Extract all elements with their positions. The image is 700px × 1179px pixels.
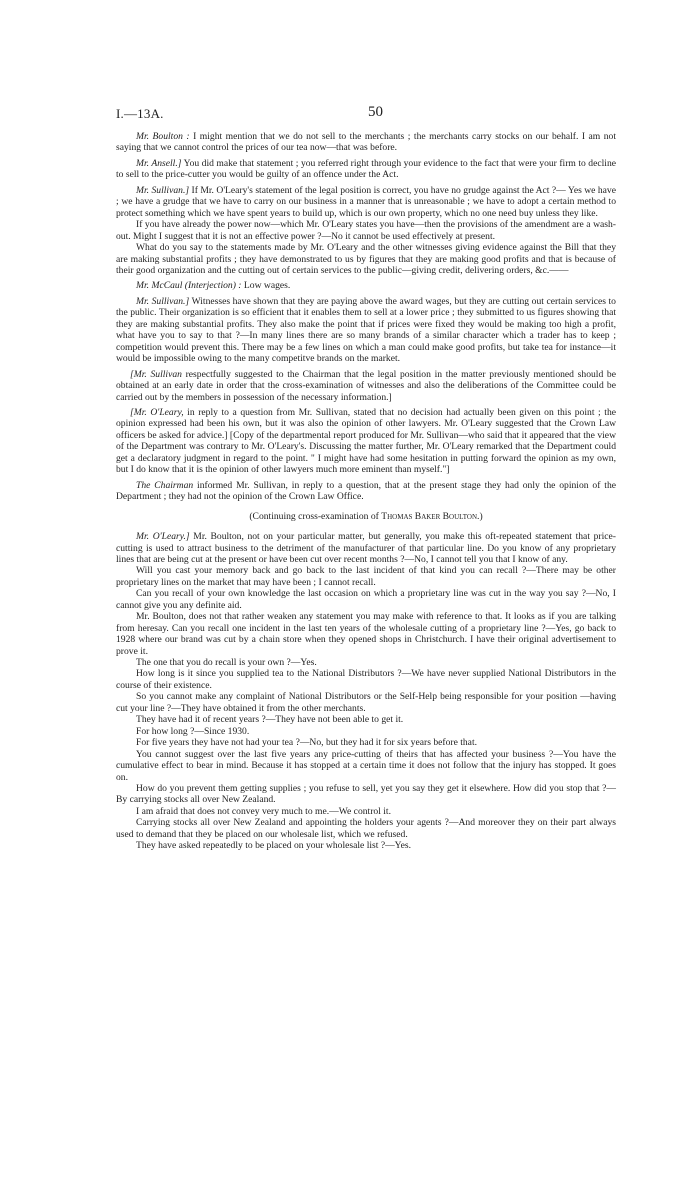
- qa-paragraph: [116, 714, 616, 725]
- paragraph-text: Low wages.: [243, 280, 291, 292]
- paragraph-text: Witnesses have shown that they are paying above the award wages, but they are cutting out certain services to the public. Their organization is so efficient that it enables them to sell at a lower price ; they submitted to us figures showing that they are making substantial profits. They also make the point that if prices were fixed they would be making too high a profit, what have you to say to that ?—In many lines there are so many brands of a similar character which a trader has to keep ; competition would prevent this. There may be a few lines on which a man could make good profits, but take tea for instance—it would be impossible owing to the many competitve brands on the market.: [116, 295, 616, 365]
- paragraph-text: The one that you do recall is your own ?—Yes.: [136, 657, 317, 669]
- section-heading: (Continuing cross-examination of Thomas Baker Boulton.): [249, 510, 483, 522]
- paragraph: [116, 219, 616, 242]
- qa-paragraph: [116, 817, 616, 840]
- page-number: 50: [368, 104, 383, 120]
- witness-name: Thomas Baker Boulton: [381, 510, 478, 522]
- qa-paragraph: [116, 531, 616, 565]
- qa-paragraph: [116, 657, 616, 668]
- paragraph: [116, 480, 616, 503]
- speaker-name: Mr. Ansell.]: [136, 157, 182, 169]
- paragraph-text: Mr. Boulton, does not that rather weaken any statement you may make with reference to that. It looks as if you are talking from heresay. Can you recall one incident in the last ten years of the wholesale cutting of a proprietary line ?—Yes, go back to 1928 where our brand was cut by a chain store when they opened shops in Christchurch. I have their original advertisement to prove it.: [116, 611, 616, 657]
- speaker-name: Mr. O'Leary.]: [136, 531, 190, 543]
- paragraph-text: They have had it of recent years ?—They have not been able to get it.: [136, 714, 404, 726]
- paragraph: [116, 296, 616, 365]
- paragraph-text: I am afraid that does not convey very much to me.—We control it.: [136, 805, 391, 817]
- paragraph-text: You cannot suggest over the last five years any price-cutting of theirs that has affected your business ?—You have the cumulative effect to bear in mind. Because it has stopped at a certain time it does not follow that the injury has stopped. It goes on.: [116, 748, 616, 783]
- qa-paragraph: [116, 668, 616, 691]
- paragraph-text: You did make that statement ; you referred right through your evidence to the fact that were your firm to decline to sell to the price-cutter you would be guilty of an offence under the Act.: [116, 157, 616, 181]
- paragraph: [116, 185, 616, 219]
- qa-paragraph: [116, 737, 616, 748]
- paragraph-text: Carrying stocks all over New Zealand and appointing the holders your agents ?—And moreover they on their part always used to demand that they be placed on our wholesale list, which we refused.: [116, 817, 616, 840]
- paragraph-text: If Mr. O'Leary's statement of the legal position is correct, you have no grudge against the Act ?— Yes we have ; we have a grudge that we have to carry on our business in a manner that is unreasonable ; we have to adopt a certain method to protect something which we have spent years to build up, which is our own property, which no one need buy unless they like.: [116, 184, 616, 219]
- paragraph-text: respectfully suggested to the Chairman that the legal position in the matter previously mentioned should be obtained at an early date in order that the cross-examination of witnesses and also the deliberations of the Committee could be carried out by the members in possession of the necessary information.]: [116, 368, 616, 403]
- paragraph-text: How do you prevent them getting supplies ; you refuse to sell, yet you say they get it elsewhere. How did you stop that ?—By carrying stocks all over New Zealand.: [116, 783, 616, 806]
- speaker-name: Mr. Sullivan.]: [136, 295, 190, 307]
- paragraph-text: informed Mr. Sullivan, in reply to a question, that at the present stage they had only the opinion of the Department ; they had not the opinion of the Crown Law Office.: [116, 479, 617, 503]
- paragraph-text: Mr. Boulton, not on your particular matter, but generally, you make this oft-repeated statement that price-cutting is used to attract business to the detriment of the manufacturer of that particular line. Do you know of any proprietary lines that are being cut at the present or have been cut over recent months ?—No, I cannot tell you that I know of any.: [116, 531, 616, 565]
- paragraph-text: If you have already the power now—which Mr. O'Leary states you have—then the provisions of the amendment are a wash-out. Might I suggest that it is not an effective power ?—No it cannot be used effectively at present.: [116, 219, 616, 242]
- qa-paragraph: [116, 588, 616, 611]
- qa-paragraph: [116, 840, 616, 851]
- paragraph-text: Will you cast your memory back and go back to the last incident of that kind you can recall ?—There may be other proprietary lines on the market that may have been ; I cannot recall.: [116, 565, 616, 588]
- qa-paragraph: [116, 806, 616, 817]
- paragraph-text: How long is it since you supplied tea to the National Distributors ?—We have never supplied National Distributors in the course of their existence.: [116, 668, 616, 691]
- paragraph-text: They have asked repeatedly to be placed on your wholesale list ?—Yes.: [136, 840, 412, 852]
- paragraph-text: So you cannot make any complaint of National Distributors or the Self-Help being responsible for your position —having cut your line ?—They have obtained it from the other merchants.: [116, 691, 616, 714]
- paragraph: [116, 280, 616, 291]
- speaker-name: [Mr. Sullivan: [130, 368, 182, 380]
- paragraph-text: For how long ?—Since 1930.: [136, 725, 250, 737]
- speaker-name: Mr. Boulton :: [136, 131, 190, 142]
- paragraph-text: Can you recall of your own knowledge the last occasion on which a proprietary line was cut in the way you say ?—No, I cannot give you any definite aid.: [116, 588, 616, 611]
- page-body: [116, 131, 616, 852]
- qa-paragraph: [116, 749, 616, 783]
- qa-paragraph: [116, 565, 616, 588]
- qa-paragraph: [116, 783, 616, 806]
- qa-paragraph: [116, 611, 616, 657]
- paragraph: [116, 158, 616, 181]
- paragraph: [116, 407, 616, 476]
- speaker-name: The Chairman: [136, 479, 194, 491]
- paragraph: [116, 369, 616, 403]
- speaker-name: [Mr. O'Leary,: [130, 406, 184, 418]
- qa-paragraph: [116, 691, 616, 714]
- paragraph-text: I might mention that we do not sell to the merchants ; the merchants carry stocks on our behalf. I am not saying that we cannot control the prices of our tea now—that was before.: [116, 131, 616, 154]
- speaker-name: Mr. McCaul (Interjection) :: [136, 280, 242, 292]
- paragraph-text: For five years they have not had your tea ?—No, but they had it for six years before that.: [136, 737, 478, 749]
- paragraph-text: in reply to a question from Mr. Sullivan, stated that no decision had actually been given on this point ; the opinion expressed had been his own, but it was also the opinion of other lawyers. Mr. O'Leary suggested that the Crown Law officers be asked for advice.] [Copy of the departmental report produced for Mr. Sullivan—who said that it appeared that the view of the Department was contrary to Mr. O'Leary's. Discussing the matter further, Mr. O'Leary remarked that the Department could get a declaratory judgment in regard to the point. " I might have had some hesitation in putting forward the opinion as my own, but I do know that it is the opinion of other lawyers much more eminent than myself."]: [116, 406, 616, 476]
- qa-paragraph: [116, 726, 616, 737]
- document-reference: I.—13A.: [116, 106, 164, 121]
- speaker-name: Mr. Sullivan.]: [136, 184, 190, 196]
- paragraph: [116, 242, 616, 276]
- paragraph: [116, 131, 616, 154]
- paragraph-text: What do you say to the statements made by Mr. O'Leary and the other witnesses giving evidence against the Bill that they are making substantial profits ; they have demonstrated to us by figures that they are making good profits and that is because of their good organization and the cutting out of certain services to the public—giving credit, delivering orders, &c.——: [116, 242, 616, 276]
